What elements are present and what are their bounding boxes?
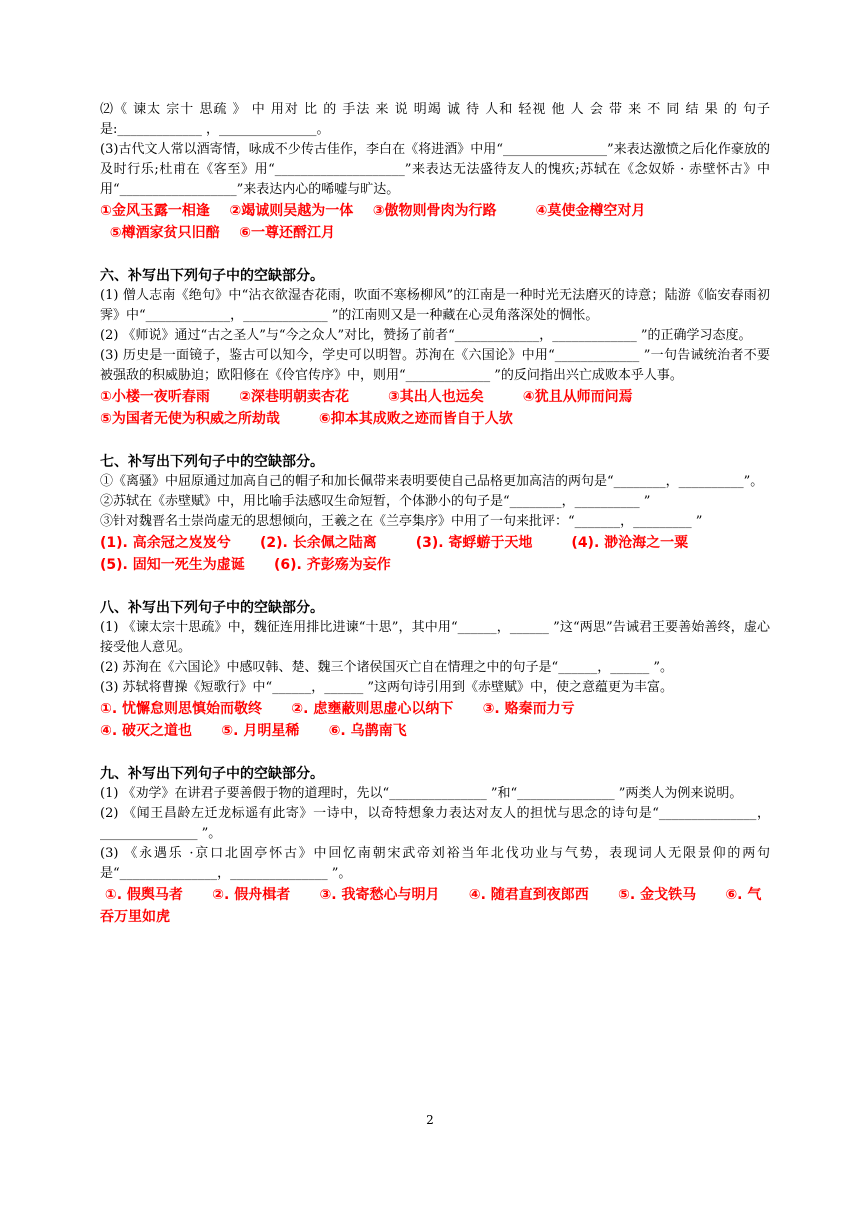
section-6	[100, 266, 770, 430]
answer-line: ⑤樽酒家贫只旧醅 ⑥一尊还酹江月	[100, 225, 335, 241]
question-paragraph: ②苏轼在《赤壁赋》中，用比喻手法感叹生命短暂，个体渺小的句子是“________，__________ ”	[100, 494, 651, 509]
question-paragraph: (1) 《劝学》在讲君子要善假于物的道理时，先以“_______________ ”和“_______________ ”两类人为例来说明。	[100, 786, 743, 801]
question-paragraph: ③针对魏晋名士崇尚虚无的思想倾向，王羲之在《兰亭集序》中用了一句来批评：“_______，_________ ”	[100, 514, 703, 529]
section-9	[100, 764, 770, 928]
question-paragraph: (3) 《永遇乐 ·京口北固亭怀古》中回忆南朝宋武帝刘裕当年北伐功业与气势，表现词人无限景仰的两句是“_______________，_______________ ”。	[100, 846, 770, 881]
page-content	[100, 100, 770, 928]
answer-line: ①金风玉露一相逢 ②竭诚则吴越为一体 ③傲物则骨肉为行路 ④莫使金樽空对月	[100, 203, 646, 219]
answer-line: (1). 高余冠之岌岌兮 (2). 长余佩之陆离 (3). 寄蜉蝣于天地 (4). 渺沧海之一粟	[100, 535, 689, 551]
answer-line: ①. 假舆马者 ②. 假舟楫者 ③. 我寄愁心与明月 ④. 随君直到夜郎西 ⑤. 金戈铁马 ⑥. 气吞万里如虎	[100, 887, 762, 925]
answer-line: ④. 破灭之道也 ⑤. 月明星稀 ⑥. 乌鹊南飞	[100, 723, 407, 739]
question-paragraph: (2) 《师说》通过“古之圣人”与“今之众人”对比，赞扬了前者“_____________，_____________ ”的正确学习态度。	[100, 328, 752, 343]
question-paragraph: (3)古代文人常以酒寄情，咏成不少传古佳作，李白在《将进酒》中用“________________”来表达激愤之后化作豪放的及时行乐;杜甫在《客至》用“____________________”来表达无法盛待友人的愧疚;苏轼在《念奴娇 · 赤壁怀古》中用“__________________”来表达内心的唏嘘与旷达。	[100, 142, 770, 197]
answer-line: ①. 忧懈怠则思慎始而敬终 ②. 虑壅蔽则思虚心以纳下 ③. 赂秦而力亏	[100, 701, 575, 717]
answer-line: ⑤为国者无使为积威之所劫哉 ⑥抑本其成败之迹而皆自于人欤	[100, 411, 513, 427]
question-paragraph: (3) 苏轼将曹操《短歌行》中“______，______ ”这两句诗引用到《赤壁赋》中，使之意蕴更为丰富。	[100, 680, 673, 695]
section-8	[100, 598, 770, 742]
section-heading: 六、补写出下列句子中的空缺部分。	[100, 268, 324, 284]
question-paragraph: (2) 《闻王昌龄左迁龙标遥有此寄》一诗中，以奇特想象力表达对友人的担忧与思念的诗句是“_______________，_______________ ”。	[100, 806, 770, 841]
section-heading: 九、补写出下列句子中的空缺部分。	[100, 766, 324, 782]
question-paragraph: ⑵《 谏太 宗十 思疏 》 中 用对 比 的 手法 来 说 明竭 诚 待 人和 轻视 他 人 会 带 来 不 同 结 果 的 句子是:_____________ ，_______________。	[100, 102, 770, 137]
question-paragraph: (1) 《谏太宗十思疏》中，魏征连用排比进谏“十思”，其中用“______，______ ”这“两思”告诫君王要善始善终，虚心接受他人意见。	[100, 620, 770, 655]
answer-line: (5). 固知一死生为虚诞 (6). 齐彭殇为妄作	[100, 557, 391, 573]
question-paragraph: (3) 历史是一面镜子，鉴古可以知今，学史可以明智。苏洵在《六国论》中用“_____________ ”一句告诫统治者不要被强敌的积威胁迫；欧阳修在《伶官传序》中，则用“_____________ ”的反问指出兴亡成败本乎人事。	[100, 348, 770, 383]
answer-line: ①小楼一夜听春雨 ②深巷明朝卖杏花 ③其出人也远矣 ④犹且从师而问焉	[100, 389, 633, 405]
section-7	[100, 452, 770, 576]
question-paragraph: (1) 僧人志南《绝句》中“沾衣欲湿杏花雨，吹面不寒杨柳风”的江南是一种时光无法磨灭的诗意；陆游《临安春雨初霁》中“_____________，_____________ ”的江南则又是一种藏在心灵角落深处的惆怅。	[100, 288, 770, 323]
section-heading: 七、补写出下列句子中的空缺部分。	[100, 454, 324, 470]
section-5-continuation	[100, 100, 770, 244]
page-number: 2	[426, 1113, 434, 1127]
question-paragraph: (2) 苏洵在《六国论》中感叹韩、楚、魏三个诸侯国灭亡自在情理之中的句子是“______，______ ”。	[100, 660, 673, 675]
section-heading: 八、补写出下列句子中的空缺部分。	[100, 600, 324, 616]
question-paragraph: ①《离骚》中屈原通过加高自己的帽子和加长佩带来表明要使自己品格更加高洁的两句是“________，__________”。	[100, 474, 764, 489]
